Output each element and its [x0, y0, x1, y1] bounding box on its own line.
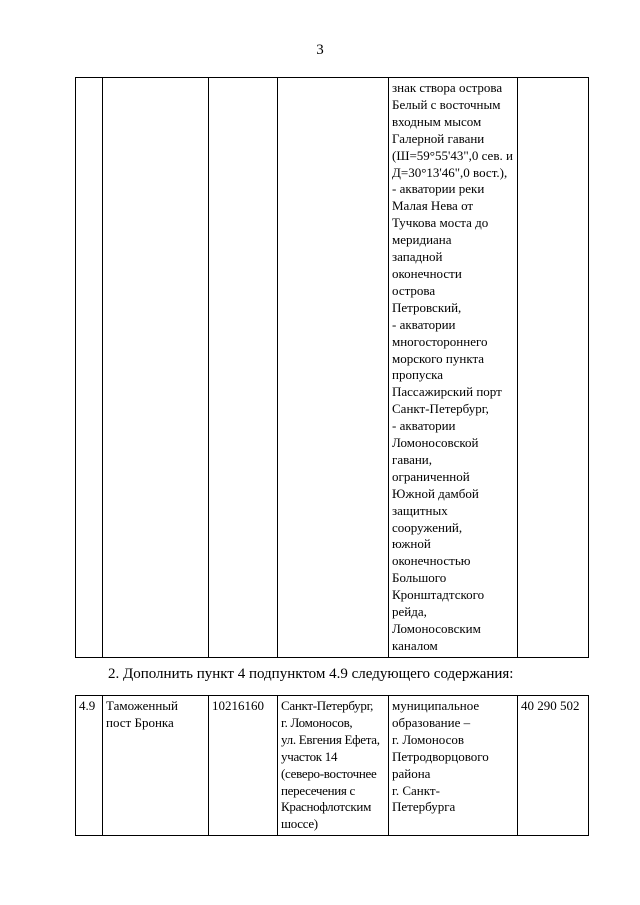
cell-num	[76, 696, 103, 836]
cell-oktmo	[518, 78, 589, 658]
continuation-table	[75, 77, 589, 658]
cell-name	[103, 696, 209, 836]
entry-code: 10216160	[212, 698, 264, 713]
cell-num	[76, 78, 103, 658]
page-number: 3	[316, 42, 324, 58]
entry-oktmo: 40 290 502	[521, 698, 580, 713]
cell-municipality	[389, 696, 518, 836]
table-row	[76, 696, 589, 836]
entry-municipality: муниципальное образование – г. Ломоносов Петродворцового района г. Санкт- Петербурга	[392, 698, 489, 815]
entry-address: Санкт-Петербург, г. Ломоносов, ул. Евгения Ефета, участок 14 (северо-восточнее пересечения с Краснофлотским шоссе)	[281, 698, 380, 832]
instruction-text: 2. Дополнить пункт 4 подпунктом 4.9 следующего содержания:	[108, 666, 514, 682]
entry-name: Таможенный пост Бронка	[106, 698, 178, 730]
cell-oktmo	[518, 696, 589, 836]
cell-address	[278, 78, 389, 658]
new-entry-table	[75, 695, 589, 836]
cell-description	[389, 78, 518, 658]
cell-code	[209, 696, 278, 836]
cell-address	[278, 696, 389, 836]
table-row	[76, 78, 589, 658]
cell-name	[103, 78, 209, 658]
entry-number: 4.9	[79, 698, 96, 713]
description-text: знак створа острова Белый с восточным входным мысом Галерной гавани (Ш=59°55'43",0 сев. и Д=30°13'46",0 вост.), - акватории реки Малая Нева от Тучкова моста до меридиана западной оконечности острова Петровский, - акватории многостороннего морского пункта пропуска Пассажирский порт Санкт-Петербург, - акватории Ломоносовской гавани, ограниченной Южной дамбой защитных сооружений, южной оконечностью Большого Кронштадтского рейда, Ломоносовским каналом	[392, 80, 513, 653]
cell-code	[209, 78, 278, 658]
